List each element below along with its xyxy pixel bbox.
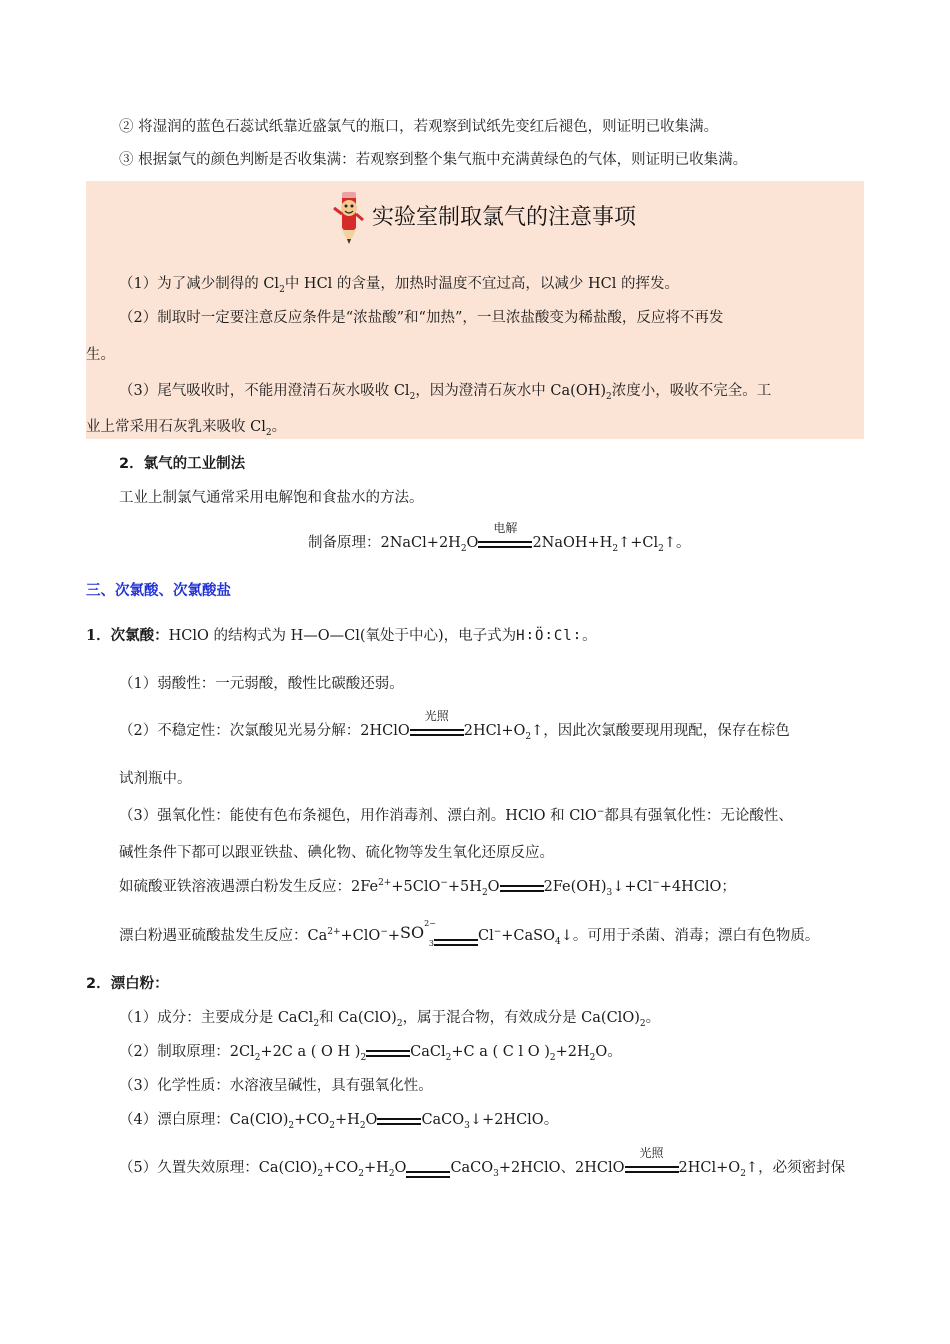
notice-title: 实验室制取氯气的注意事项	[372, 205, 637, 230]
section-heading: 三、次氯酸、次氯酸盐	[86, 583, 231, 599]
pencil-mascot-icon	[332, 190, 366, 248]
paragraph: 试剂瓶中。	[119, 771, 192, 787]
paragraph: （3）强氧化性：能使有色布条褪色，用作消毒剂、漂白剂。HClO 和 ClO−都具有强氧化性：无论酸性、	[119, 807, 793, 824]
paragraph: （1）弱酸性：一元弱酸，酸性比碳酸还弱。	[119, 676, 404, 692]
paragraph: 碱性条件下都可以跟亚铁盐、碘化物、硫化物等发生氧化还原反应。	[119, 845, 554, 861]
equation: 如硫酸亚铁溶液遇漂白粉发生反应：$2Fe^{2+}+5ClO^-+5H_2O$ $2Fe(OH)_3↓+Cl^-+4HClO$；	[119, 878, 736, 898]
paragraph: （1）成分：主要成分是 CaCl$_2$和 $Ca(ClO)_2$，属于混合物，有效成分是 $Ca(ClO)_2$。	[119, 1010, 661, 1029]
paragraph: （1）为了减少制得的 $Cl_2$中 HCl 的含量，加热时温度不宜过高，以减少 HCl 的挥发。	[119, 276, 680, 295]
paragraph: 1．次氯酸：HClO 的结构式为 H—O—Cl(氧处于中心)，电子式为H∶Ö∶Cl∶。	[86, 627, 597, 644]
paragraph: （2）制取时一定要注意反应条件是“浓盐酸”和“加热”，一旦浓盐酸变为稀盐酸，反应将不再发	[119, 310, 724, 326]
paragraph: 业上常采用石灰乳来吸收 $Cl_2$。	[86, 419, 287, 438]
paragraph: 生。	[86, 347, 115, 363]
paragraph: （2）不稳定性：次氯酸见光易分解：2HClO 光照 $2HCl+O_2↑$，因此次氯酸要现用现配，保存在棕色	[119, 709, 790, 742]
paragraph: ③ 根据氯气的颜色判断是否收集满：若观察到整个集气瓶中充满黄绿色的气体，则证明已收集满。	[119, 152, 748, 168]
paragraph: （3）化学性质：水溶液呈碱性，具有强氧化性。	[119, 1078, 433, 1094]
paragraph: （3）尾气吸收时，不能用澄清石灰水吸收 $Cl_2$，因为澄清石灰水中 $Ca(OH)_2$浓度小，吸收不完全。工	[119, 383, 772, 402]
paragraph: ② 将湿润的蓝色石蕊试纸靠近盛氯气的瓶口，若观察到试纸先变红后褪色，则证明已收集满。	[119, 119, 719, 135]
equation: 漂白粉遇亚硫酸盐发生反应：$Ca^{2+}+ClO^-+SO^{2-}_3$ Cl−+CaSO$_4$↓。可用于杀菌、消毒；漂白有色物质。	[119, 918, 820, 949]
paragraph: 工业上制氯气通常采用电解饱和食盐水的方法。	[119, 490, 424, 506]
equation: 制备原理：$2NaCl+2H_2O$ 电解 $2NaOH+H_2↑+Cl_2↑$。	[308, 521, 691, 554]
section-heading: 2．漂白粉：	[86, 976, 169, 992]
section-heading: 2．氯气的工业制法	[119, 456, 246, 472]
equation: （5）久置失效原理：$Ca(ClO)_2+CO_2+H_2O$ CaCO$_3$+2HClO、2HClO 光照 $2HCl+O_2↑$，必须密封保	[119, 1146, 846, 1179]
equation: （4）漂白原理：$Ca(ClO)_2+CO_2+H_2O$ CaCO$_3$↓+2HClO。	[119, 1112, 559, 1131]
equation: （2）制取原理：$2Cl_2+2C$ a ( O H )$_2$ CaCl$_2$+C a ( C l O )$_2+2H_2O$。	[119, 1044, 622, 1063]
